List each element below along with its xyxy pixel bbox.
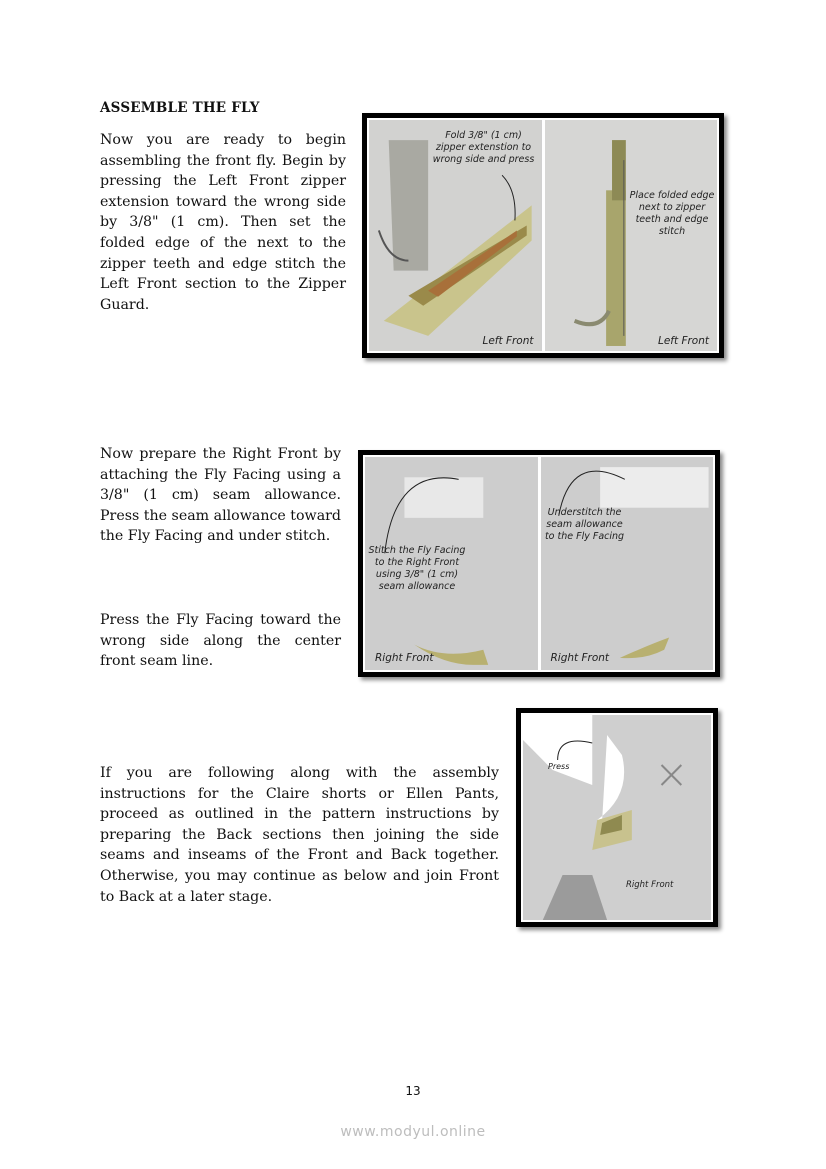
annotation-fold: Fold 3/8" (1 cm) zipper extenstion to wrong side and press <box>432 130 535 165</box>
annotation-press: Press <box>548 762 570 771</box>
paragraph-press-facing: Press the Fly Facing toward the wrong side along the center front seam line. <box>100 612 341 670</box>
label-right-front: Right Front <box>626 880 674 890</box>
annotation-understitch: Understitch the seam allowance to the Fly Facing <box>544 507 625 542</box>
label-left-front: Left Front <box>482 335 534 347</box>
photo-edge-stitch <box>545 120 718 351</box>
photo-stitch-fly-facing <box>365 457 538 670</box>
figure-right-front <box>358 450 720 677</box>
watermark: www.modyul.online <box>340 1124 486 1140</box>
label-right-front: Right Front <box>550 652 610 664</box>
paragraph-right-front: Now prepare the Right Front by attaching the Fly Facing using a 3/8" (1 cm) seam allowance. Press the seam allowance toward the Fly Facing and under stitch. <box>100 446 342 545</box>
annotation-stitch: Stitch the Fly Facing to the Right Front using 3/8" (1 cm) seam allowance <box>368 545 466 592</box>
photo-press-facing <box>523 715 711 920</box>
photo-understitch <box>541 457 714 670</box>
annotation-place-folded: Place folded edge next to zipper teeth and edge stitch <box>629 190 715 237</box>
label-left-front: Left Front <box>657 335 709 347</box>
figure-press-facing <box>516 708 718 927</box>
photo-fold-zipper-extension <box>369 120 542 351</box>
paragraph-assembly-note: If you are following along with the assembly instructions for the Claire shorts or Ellen Pants, proceed as outlined in the pattern instructions by preparing the Back sections then joining the side seams and inseams of the Front and Back together. Otherwise, you may continue as below and join Front to Back at a later stage. <box>100 765 499 905</box>
section-heading: ASSEMBLE THE FLY <box>100 100 260 116</box>
paragraph-left-front: Now you are ready to begin assembling the front fly. Begin by pressing the Left Front zipper extension toward the wrong side by 3/8" (1 cm). Then set the folded edge of the next to the zipper teeth and edge stitch the Left Front section to the Zipper Guard. <box>100 132 346 313</box>
page-number: 13 <box>405 1084 421 1098</box>
label-right-front: Right Front <box>375 652 434 664</box>
figure-left-front <box>362 113 724 358</box>
